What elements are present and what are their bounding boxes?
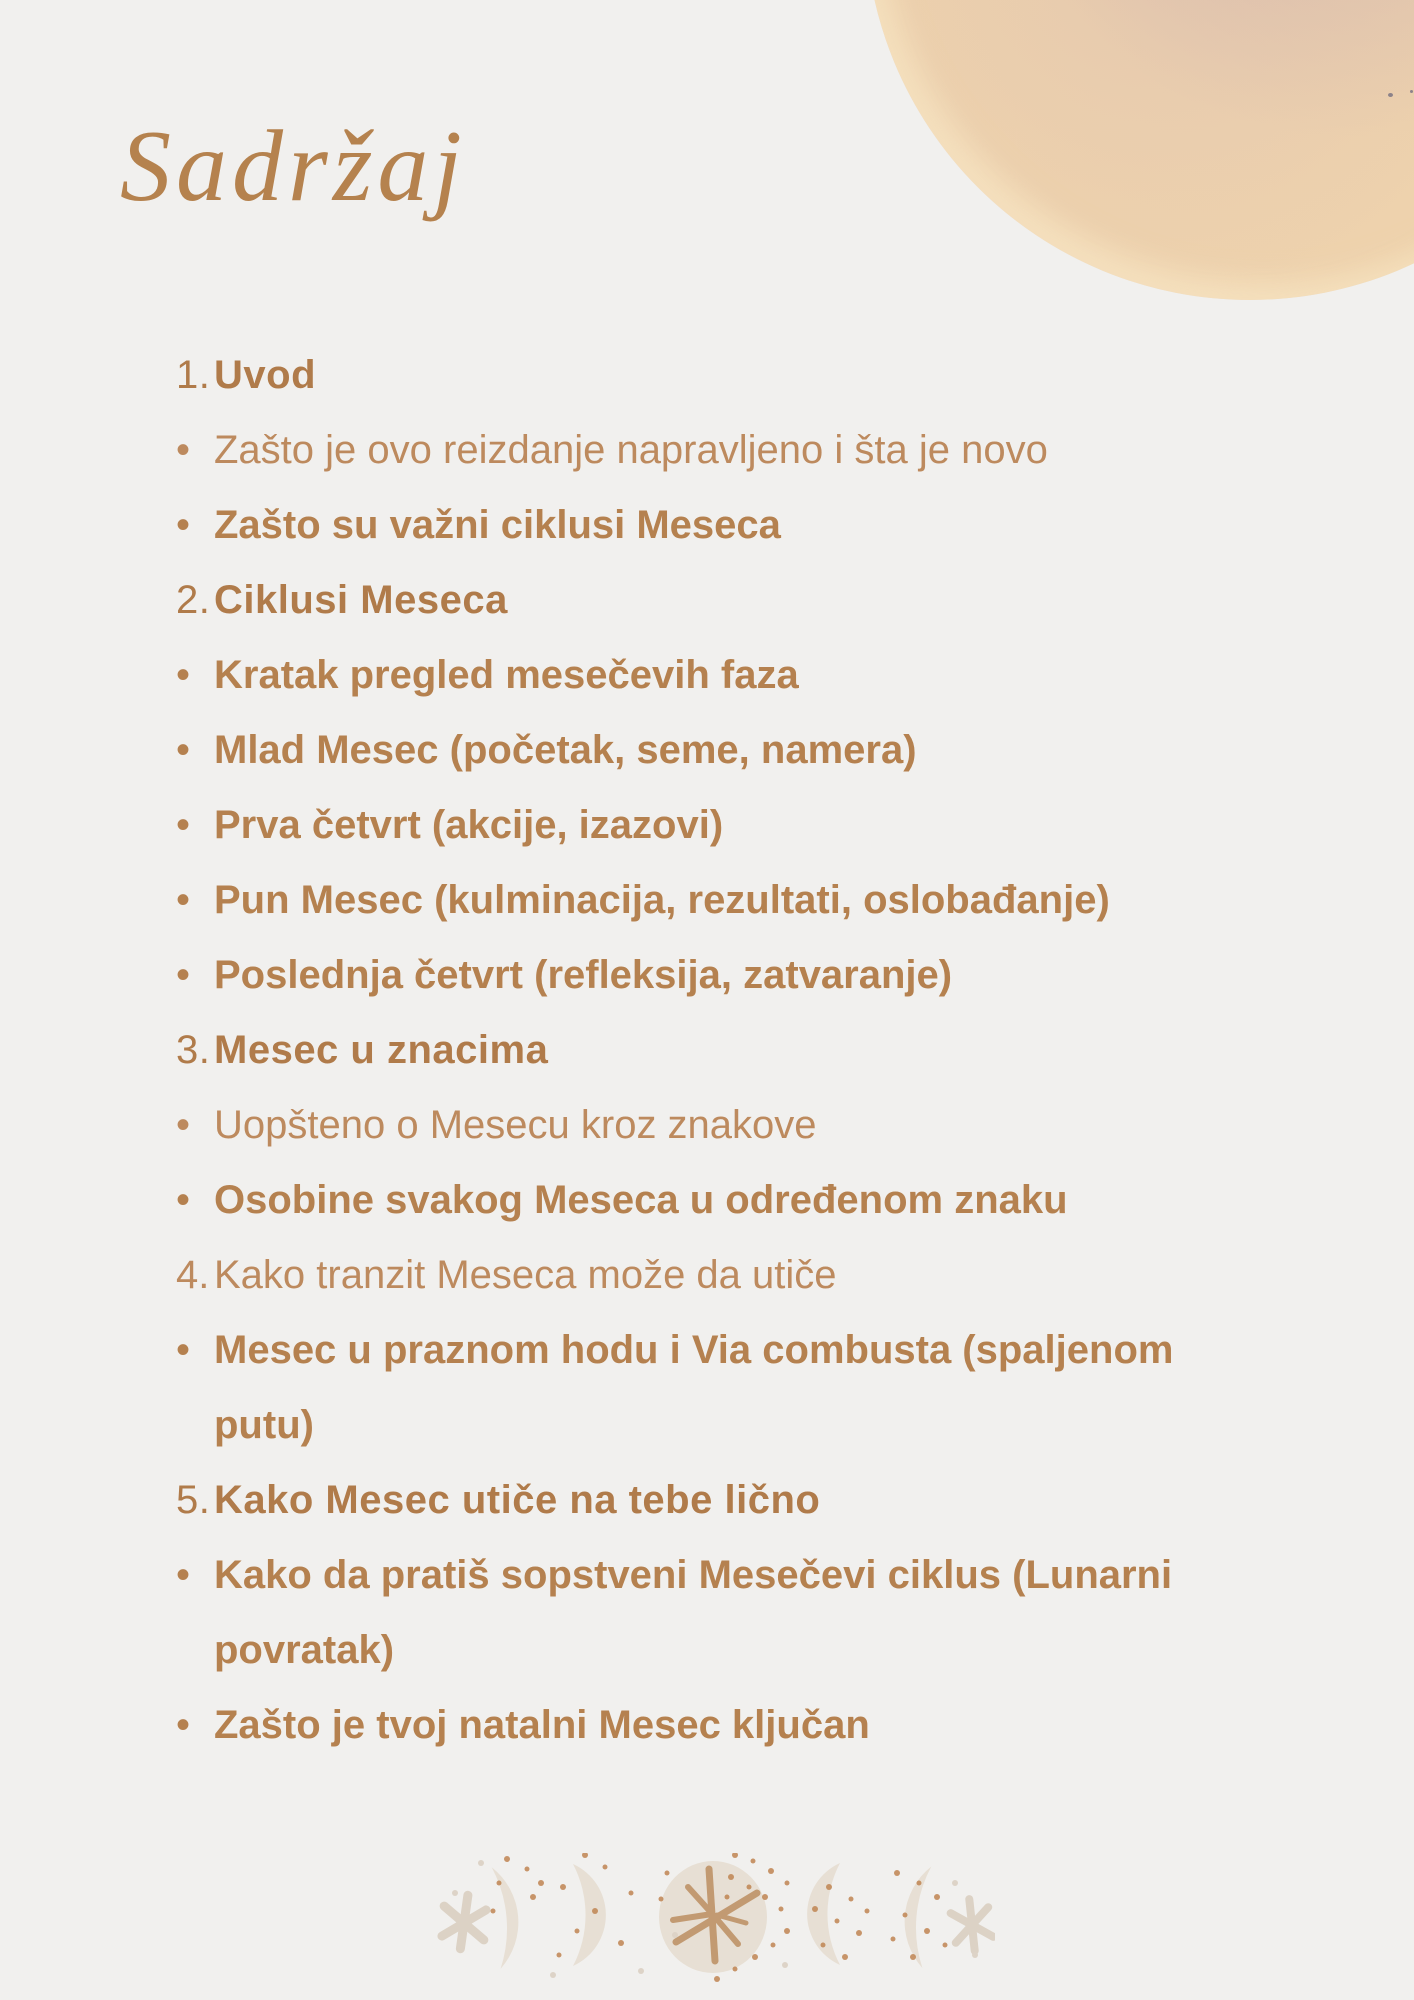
toc-item-label: Pun Mesec (kulminacija, rezultati, oslobađanje): [214, 878, 1110, 922]
bullet-marker: •: [176, 1178, 191, 1222]
waxing-crescent-moon-icon: [492, 1865, 523, 1969]
toc-item-label: Prva četvrt (akcije, izazovi): [214, 803, 724, 847]
bullet-marker: •: [176, 803, 191, 847]
toc-item-label: Kratak pregled mesečevih faza: [214, 653, 799, 697]
moon-speck: [1388, 93, 1393, 97]
toc-item-label: Mesec u znacima: [214, 1028, 549, 1072]
bullet-marker: •: [176, 1553, 191, 1597]
toc-item: [176, 1463, 1214, 1538]
toc-item: [176, 563, 1214, 638]
watercolor-moon-image: [865, 0, 1414, 300]
toc-item-label: Osobine svakog Meseca u određenom znaku: [214, 1178, 1068, 1222]
toc-item-label: Mesec u praznom hodu i Via combusta (spaljenom putu): [214, 1328, 1174, 1447]
toc-item: [176, 338, 1214, 413]
toc-item: [176, 938, 1214, 1013]
waning-gibbous-moon-icon: [807, 1863, 840, 1965]
toc-item-label: Kako da pratiš sopstveni Mesečevi ciklus (Lunarni povratak): [214, 1553, 1173, 1672]
toc-item: [176, 788, 1214, 863]
toc-item: [176, 1163, 1214, 1238]
number-marker: 3.: [176, 1028, 211, 1072]
number-marker: 2.: [176, 578, 211, 622]
moon-speck: [1410, 90, 1413, 93]
toc-item: [176, 1313, 1214, 1463]
toc-item-label: Kako Mesec utiče na tebe lično: [214, 1478, 821, 1522]
toc-item: [176, 638, 1214, 713]
bullet-marker: •: [176, 503, 191, 547]
toc-item-label: Ciklusi Meseca: [214, 578, 508, 622]
bullet-marker: •: [176, 953, 191, 997]
bullet-marker: •: [176, 1703, 191, 1747]
toc-item-label: Uopšteno o Mesecu kroz znakove: [214, 1103, 817, 1147]
sparkle-icon: [949, 1897, 994, 1953]
toc-item: [176, 1538, 1214, 1688]
table-of-contents: [176, 338, 1214, 1763]
toc-item: [176, 1013, 1214, 1088]
toc-item-label: Zašto su važni ciklusi Meseca: [214, 503, 781, 547]
toc-item: [176, 1088, 1214, 1163]
toc-item-label: Uvod: [214, 353, 316, 397]
toc-item: [176, 713, 1214, 788]
page-title: Sadržaj: [120, 110, 467, 223]
toc-item-label: Zašto je tvoj natalni Mesec ključan: [214, 1703, 870, 1747]
toc-item: [176, 413, 1214, 488]
toc-item: [176, 863, 1214, 938]
toc-item-label: Zašto je ovo reizdanje napravljeno i šta je novo: [214, 428, 1048, 472]
bullet-marker: •: [176, 1328, 191, 1372]
toc-item-label: Poslednja četvrt (refleksija, zatvaranje): [214, 953, 953, 997]
bullet-marker: •: [176, 653, 191, 697]
bullet-marker: •: [176, 428, 191, 472]
toc-item: [176, 1238, 1214, 1313]
toc-item: [176, 1688, 1214, 1763]
moon-phases-decoration: [435, 1853, 995, 1993]
number-marker: 5.: [176, 1478, 211, 1522]
number-marker: 1.: [176, 353, 211, 397]
waxing-gibbous-moon-icon: [573, 1864, 606, 1966]
toc-item: [176, 488, 1214, 563]
toc-item-label: Kako tranzit Meseca može da utiče: [214, 1253, 837, 1297]
bullet-marker: •: [176, 728, 191, 772]
bullet-marker: •: [176, 1103, 191, 1147]
sparkle-icon: [439, 1892, 490, 1952]
number-marker: 4.: [176, 1253, 210, 1297]
toc-item-label: Mlad Mesec (početak, seme, namera): [214, 728, 917, 772]
full-moon-starburst-icon: [659, 1861, 767, 1973]
bullet-marker: •: [176, 878, 191, 922]
